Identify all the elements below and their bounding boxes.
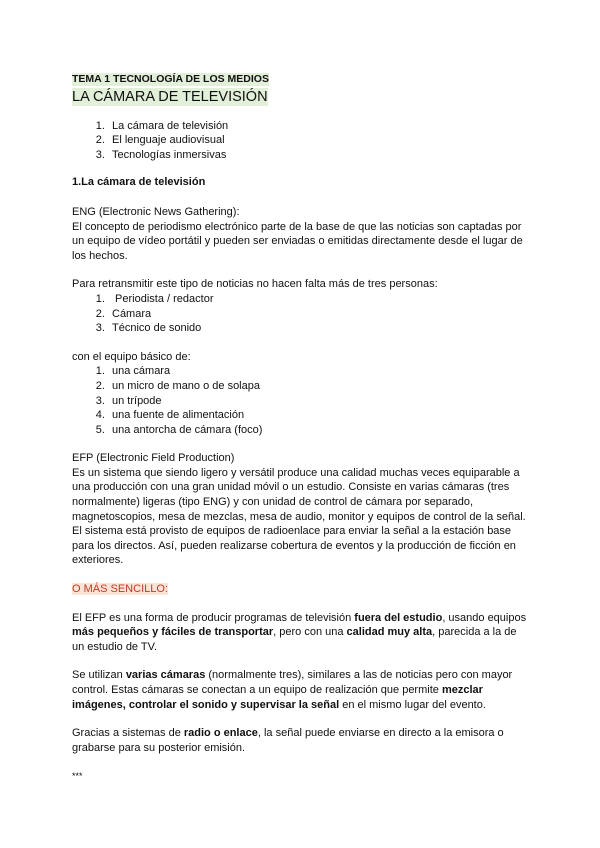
efp-paragraph: Es un sistema que siendo ligero y versátil produce una calidad muchas veces equiparable a una producción con una gran unidad móvil o un estudio. Consiste en varias cámaras (tres normalmente) ligeras (tipo ENG) y con unidad de control de cámara por separado, magnetoscopios, mesa de mezclas, mesa de audio, monitor y equipos de control de la señal. El sistema está provisto de equipos de radioenlace para enviar la señal a la estación base para los directos. Así, pueden realizarse cobertura de eventos y la producción de ficción en exteriores. (72, 466, 526, 567)
list-item: 3. Técnico de sonido (108, 321, 530, 336)
doc-header (72, 72, 530, 106)
list-item: 4. una fuente de alimentación (108, 408, 530, 423)
paragraph-radio: Gracias a sistemas de radio o enlace, la señal puede enviarse en directo a la emisora o grabarse para su posterior emisión. (72, 727, 504, 754)
people-list (72, 292, 530, 336)
list-item: 2. un micro de mano o de solapa (108, 379, 530, 394)
equip-list (72, 364, 530, 437)
equip-intro: con el equipo básico de: (72, 350, 191, 363)
paragraph-cameras: Se utilizan varias cámaras (normalmente tres), similares a las de noticias pero con mayor control. Estas cámaras se conectan a un equipo de realización que permite mezclar imágenes, controlar el sonido y supervisar la señal en el mismo lugar del evento. (72, 669, 513, 711)
toc-list (72, 119, 530, 163)
list-item: 1. una cámara (108, 364, 530, 379)
eng-paragraph: El concepto de periodismo electrónico parte de la base de que las noticias son captadas por un equipo de vídeo portátil y pueden ser enviadas o emitidas directamente desde el lugar de los hechos. (72, 220, 523, 262)
people-intro: Para retransmitir este tipo de noticias no hacen falta más de tres personas: (72, 278, 438, 291)
page-title: LA CÁMARA DE TELEVISIÓN (72, 88, 268, 105)
list-item: 1. La cámara de televisión (108, 119, 530, 134)
paragraph-efp-simple: El EFP es una forma de producir programas de televisión fuera del estudio, usando equipos más pequeños y fáciles de transportar, pero con una calidad muy alta, parecida a la de un estudio de TV. (72, 611, 527, 653)
list-item: 2. El lenguaje audiovisual (108, 133, 530, 148)
list-item: 5. una antorcha de cámara (foco) (108, 423, 530, 438)
efp-title: EFP (Electronic Field Production) (72, 452, 235, 465)
list-item: 1. Periodista / redactor (108, 292, 530, 307)
eng-title: ENG (Electronic News Gathering): (72, 205, 240, 218)
list-item: 3. Tecnologías inmersivas (108, 148, 530, 163)
document-page (72, 72, 530, 784)
section-heading: 1.La cámara de televisión (72, 176, 206, 189)
list-item: 2. Cámara (108, 307, 530, 322)
list-item: 3. un trípode (108, 394, 530, 409)
simple-label: O MÁS SENCILLO: (72, 583, 168, 596)
separator: *** (72, 771, 83, 782)
tema-heading: TEMA 1 TECNOLOGÍA DE LOS MEDIOS (72, 73, 269, 85)
